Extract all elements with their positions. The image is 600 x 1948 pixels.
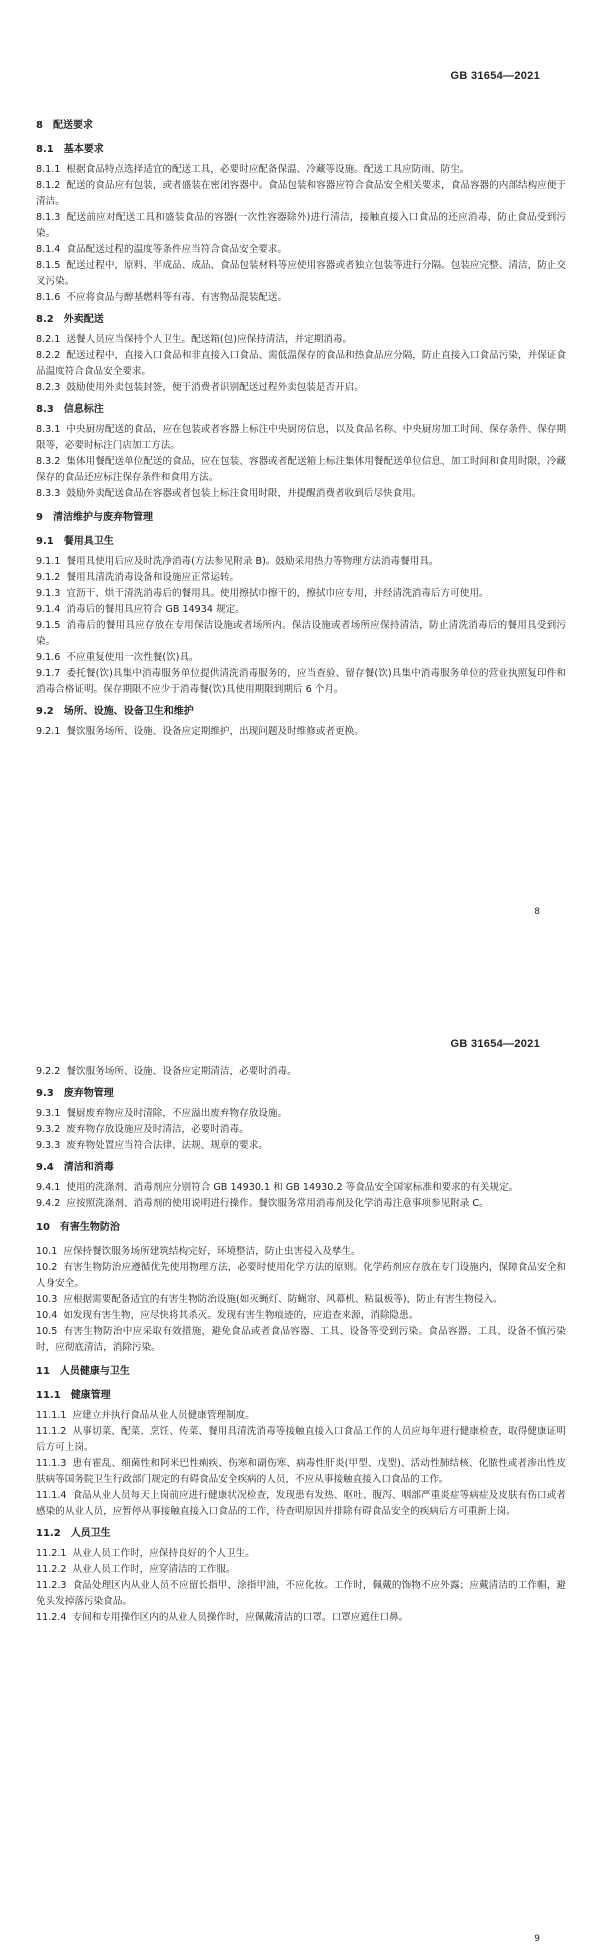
clause-number: 10.2 xyxy=(36,1262,58,1273)
clause xyxy=(36,242,566,258)
clause xyxy=(36,1180,566,1196)
clause-text: 配送过程中，原料、半成品、成品、食品包装材料等应使用容器或者独立包装等进行分隔。包装应完整、清洁，防止交叉污染。 xyxy=(36,260,566,287)
clause-number: 8.3.1 xyxy=(36,424,61,435)
clause xyxy=(36,454,566,486)
clause-number: 10.3 xyxy=(36,1294,58,1305)
section-heading xyxy=(36,1160,566,1176)
section-title: 场所、设施、设备卫生和维护 xyxy=(63,706,194,717)
clause-number: 10.4 xyxy=(36,1310,58,1321)
section-title: 配送要求 xyxy=(52,120,93,131)
clause xyxy=(36,332,566,348)
section-title: 人员健康与卫生 xyxy=(59,1366,130,1377)
clause xyxy=(36,1260,566,1292)
clause-number: 11.2.3 xyxy=(36,1580,67,1591)
clause-number: 9.1.5 xyxy=(36,620,61,631)
clause xyxy=(36,1408,566,1424)
clause xyxy=(36,1106,566,1122)
clause-text: 委托餐(饮)具集中消毒服务单位提供清洗消毒服务的，应当查验、留存餐(饮)具集中消毒服务单位的营业执照复印件和消毒合格证明。保存期限不应少于消毒餐(饮)具使用期限到期后 6 个月。 xyxy=(36,668,566,695)
clause-text: 专间和专用操作区内的从业人员操作时，应佩戴清洁的口罩。口罩应遮住口鼻。 xyxy=(72,1612,409,1623)
page-number: 9 xyxy=(534,1934,540,1944)
clause-number: 11.2.4 xyxy=(36,1612,67,1623)
section-heading xyxy=(36,704,566,720)
clause xyxy=(36,554,566,570)
clause-number: 9.3.3 xyxy=(36,1140,61,1151)
section-number: 8.1 xyxy=(36,144,54,155)
clause xyxy=(36,178,566,210)
standard-code-header: GB 31654—2021 xyxy=(450,70,540,82)
section-number: 10 xyxy=(36,1222,50,1233)
clause-text: 如发现有害生物，应尽快将其杀灭。发现有害生物痕迹的，应追查来源，消除隐患。 xyxy=(63,1310,419,1321)
clause-text: 宜沥干、烘干清洗消毒后的餐用具。使用擦拭巾擦干的，擦拭巾应专用，并经清洗消毒后方可使用。 xyxy=(66,588,489,599)
clause-text: 餐厨废弃物应及时清除，不应溢出废弃物存放设施。 xyxy=(66,1108,288,1119)
section-number: 8 xyxy=(36,120,43,131)
clause-number: 8.3.3 xyxy=(36,488,61,499)
clause-text: 消毒后的餐用具应符合 GB 14934 规定。 xyxy=(66,604,245,615)
document-page-8 xyxy=(0,0,600,965)
clause-number: 10.1 xyxy=(36,1246,58,1257)
clause-text: 鼓励外卖配送食品在容器或者包装上标注食用时限，并提醒消费者收到后尽快食用。 xyxy=(66,488,422,499)
clause-text: 集体用餐配送单位配送的食品，应在包装、容器或者配送箱上标注集体用餐配送单位信息、加工时间和食用时限，冷藏保存的食品还应标注保存条件和食用方法。 xyxy=(36,456,566,483)
clause xyxy=(36,1578,566,1610)
section-number: 8.2 xyxy=(36,314,54,325)
chapter-heading xyxy=(36,1220,566,1236)
clause xyxy=(36,348,566,380)
section-title: 有害生物防治 xyxy=(59,1222,120,1233)
section-title: 健康管理 xyxy=(70,1390,111,1401)
clause-text: 配送过程中，直接入口食品和非直接入口食品、需低温保存的食品和热食品应分隔，防止直接入口食品污染，并保证食品温度符合食品安全要求。 xyxy=(36,350,566,377)
clause-text: 餐用具清洗消毒设备和设施应正常运转。 xyxy=(66,572,240,583)
clause-text: 不应将食品与醇基燃料等有毒、有害物品混装配送。 xyxy=(66,292,288,303)
clause-text: 使用的洗涤剂、消毒剂应分别符合 GB 14930.1 和 GB 14930.2 等食品安全国家标准和要求的有关规定。 xyxy=(66,1182,519,1193)
document-page-9 xyxy=(0,1000,600,1948)
clause-number: 8.2.2 xyxy=(36,350,61,361)
section-heading xyxy=(36,142,566,158)
clause xyxy=(36,1546,566,1562)
section-number: 11.1 xyxy=(36,1390,61,1401)
clause-number: 9.1.4 xyxy=(36,604,61,615)
clause xyxy=(36,618,566,650)
section-title: 餐用具卫生 xyxy=(63,536,114,547)
section-heading xyxy=(36,1086,566,1102)
clause-number: 9.1.3 xyxy=(36,588,61,599)
clause xyxy=(36,290,566,306)
clause-number: 9.3.2 xyxy=(36,1124,61,1135)
section-number: 9.4 xyxy=(36,1162,54,1173)
section-heading xyxy=(36,402,566,418)
clause-text: 食品配送过程的温度等条件应当符合食品安全要求。 xyxy=(66,244,288,255)
clause-number: 8.3.2 xyxy=(36,456,61,467)
clause-text: 餐用具使用后应及时洗净消毒(方法参见附录 B)。鼓励采用热力等物理方法消毒餐用具。 xyxy=(66,556,439,567)
clause xyxy=(36,602,566,618)
clause-text: 应根据需要配备适宜的有害生物防治设施(如灭蝇灯、防蝇帘、风幕机、粘鼠板等)，防止有害生物侵入。 xyxy=(63,1294,503,1305)
clause-text: 中央厨房配送的食品，应在包装或者容器上标注中央厨房信息，以及食品名称、中央厨房加工时间、保存条件、保存期限等，必要时标注门店加工方法。 xyxy=(36,424,566,451)
clause xyxy=(36,1138,566,1154)
clause-text: 不应重复使用一次性餐(饮)具。 xyxy=(66,652,199,663)
clause-number: 9.1.1 xyxy=(36,556,61,567)
clause xyxy=(36,1292,566,1308)
clause xyxy=(36,486,566,502)
page-number: 8 xyxy=(534,907,540,917)
clause xyxy=(36,1244,566,1260)
clause-number: 9.2.1 xyxy=(36,726,61,737)
clause xyxy=(36,650,566,666)
clause-number: 9.4.1 xyxy=(36,1182,61,1193)
page-8-content xyxy=(36,118,566,740)
clause-text: 餐饮服务场所、设施、设备应定期清洁，必要时消毒。 xyxy=(66,1066,297,1077)
section-title: 基本要求 xyxy=(63,144,104,155)
clause-text: 鼓励使用外卖包装封签，便于消费者识别配送过程外卖包装是否开启。 xyxy=(66,382,364,393)
clause-text: 从业人员工作时，应保持良好的个人卫生。 xyxy=(72,1548,255,1559)
clause-number: 8.1.3 xyxy=(36,212,61,223)
clause-text: 根据食品特点选择适宜的配送工具，必要时应配备保温、冷藏等设施。配送工具应防雨、防尘。 xyxy=(66,164,470,175)
clause-number: 11.1.1 xyxy=(36,1410,67,1421)
section-heading xyxy=(36,534,566,550)
clause-number: 9.1.2 xyxy=(36,572,61,583)
section-number: 11.2 xyxy=(36,1528,61,1539)
clause-text: 应按照洗涤剂、消毒剂的使用说明进行操作。餐饮服务常用消毒剂及化学消毒注意事项参见附录 C。 xyxy=(66,1198,489,1209)
clause-number: 11.1.2 xyxy=(36,1426,67,1437)
section-number: 9.1 xyxy=(36,536,54,547)
clause-number: 8.1.2 xyxy=(36,180,61,191)
clause-number: 11.2.1 xyxy=(36,1548,67,1559)
clause-text: 配送的食品应有包装，或者盛装在密闭容器中。食品包装和容器应符合食品安全相关要求，食品容器的内部结构应便于清洁。 xyxy=(36,180,566,207)
clause-text: 应建立并执行食品从业人员健康管理制度。 xyxy=(72,1410,255,1421)
chapter-heading xyxy=(36,510,566,526)
clause-text: 送餐人员应当保持个人卫生。配送箱(包)应保持清洁，并定期消毒。 xyxy=(66,334,353,345)
section-heading xyxy=(36,1526,566,1542)
clause-text: 食品处理区内从业人员不应留长指甲、涂指甲油，不应化妆。工作时，佩戴的饰物不应外露；应戴清洁的工作帽，避免头发掉落污染食品。 xyxy=(36,1580,566,1607)
clause-number: 8.1.4 xyxy=(36,244,61,255)
clause-number: 9.1.7 xyxy=(36,668,61,679)
clause-number: 8.2.1 xyxy=(36,334,61,345)
clause-text: 有害生物防治应遵循优先使用物理方法，必要时使用化学方法的原则。化学药剂应存放在专门设施内，保障食品安全和人身安全。 xyxy=(36,1262,566,1289)
clause-number: 10.5 xyxy=(36,1326,58,1337)
standard-code-header: GB 31654—2021 xyxy=(450,1038,540,1050)
clause-text: 消毒后的餐用具应存放在专用保洁设施或者场所内。保洁设施或者场所应保持清洁，防止清洗消毒后的餐用具受到污染。 xyxy=(36,620,566,647)
clause-text: 餐饮服务场所、设施、设备应定期维护，出现问题及时维修或者更换。 xyxy=(66,726,364,737)
section-title: 废弃物管理 xyxy=(63,1088,114,1099)
clause-number: 9.4.2 xyxy=(36,1198,61,1209)
page-gap xyxy=(0,965,600,1000)
clause xyxy=(36,1456,566,1488)
clause-number: 8.1.5 xyxy=(36,260,61,271)
clause xyxy=(36,1122,566,1138)
clause-text: 患有霍乱、细菌性和阿米巴性痢疾、伤寒和副伤寒、病毒性肝炎(甲型、戊型)、活动性肺结核、化脓性或者渗出性皮肤病等国务院卫生行政部门规定的有碍食品安全疾病的人员，不应从事接触直接入口食品的工作。 xyxy=(36,1458,566,1485)
clause xyxy=(36,162,566,178)
clause-text: 食品从业人员每天上岗前应进行健康状况检查，发现患有发热、呕吐、腹泻、咽部严重炎症等病症及皮肤有伤口或者感染的从业人员，应暂停从事接触直接入口食品的工作，待查明原因并排除有碍食品安全的疾病后方可重新上岗。 xyxy=(36,1490,566,1517)
clause-text: 从事切菜、配菜、烹饪、传菜、餐用具清洗消毒等接触直接入口食品工作的人员应每年进行健康检查，取得健康证明后方可上岗。 xyxy=(36,1426,566,1453)
clause xyxy=(36,1308,566,1324)
clause xyxy=(36,1424,566,1456)
section-number: 11 xyxy=(36,1366,50,1377)
clause xyxy=(36,586,566,602)
clause-number: 11.1.3 xyxy=(36,1458,67,1469)
clause-number: 11.2.2 xyxy=(36,1564,67,1575)
section-title: 外卖配送 xyxy=(63,314,104,325)
section-number: 9 xyxy=(36,512,43,523)
section-number: 9.3 xyxy=(36,1088,54,1099)
clause xyxy=(36,1562,566,1578)
clause-text: 应保持餐饮服务场所建筑结构完好，环境整洁，防止虫害侵入及孳生。 xyxy=(63,1246,361,1257)
section-title: 清洁和消毒 xyxy=(63,1162,114,1173)
clause xyxy=(36,1196,566,1212)
clause-number: 9.3.1 xyxy=(36,1108,61,1119)
clause-text: 配送前应对配送工具和盛装食品的容器(一次性容器除外)进行清洁，接触直接入口食品的还应消毒，防止食品受到污染。 xyxy=(36,212,566,239)
clause-number: 8.1.1 xyxy=(36,164,61,175)
clause xyxy=(36,258,566,290)
page-9-content xyxy=(36,1064,566,1626)
clause xyxy=(36,380,566,396)
clause xyxy=(36,422,566,454)
section-title: 清洁维护与废弃物管理 xyxy=(52,512,153,523)
section-title: 信息标注 xyxy=(63,404,104,415)
section-heading xyxy=(36,312,566,328)
section-number: 9.2 xyxy=(36,706,54,717)
clause xyxy=(36,1324,566,1356)
clause xyxy=(36,1488,566,1520)
clause-number: 9.2.2 xyxy=(36,1066,61,1077)
clause-text: 废弃物处置应当符合法律、法规、规章的要求。 xyxy=(66,1140,268,1151)
clause-number: 8.1.6 xyxy=(36,292,61,303)
clause xyxy=(36,210,566,242)
clause-number: 11.1.4 xyxy=(36,1490,67,1501)
clause-text: 从业人员工作时，应穿清洁的工作服。 xyxy=(72,1564,236,1575)
clause xyxy=(36,1064,566,1080)
clause-number: 8.2.3 xyxy=(36,382,61,393)
section-heading xyxy=(36,1388,566,1404)
chapter-heading xyxy=(36,118,566,134)
clause xyxy=(36,724,566,740)
clause xyxy=(36,570,566,586)
chapter-heading xyxy=(36,1364,566,1380)
clause xyxy=(36,1610,566,1626)
clause-text: 废弃物存放设施应及时清洁，必要时消毒。 xyxy=(66,1124,249,1135)
section-number: 8.3 xyxy=(36,404,54,415)
section-title: 人员卫生 xyxy=(70,1528,111,1539)
clause xyxy=(36,666,566,698)
clause-number: 9.1.6 xyxy=(36,652,61,663)
clause-text: 有害生物防治中应采取有效措施，避免食品或者食品容器、工具、设备等受到污染。食品容器、工具、设备不慎污染时，应彻底清洁，消除污染。 xyxy=(36,1326,566,1353)
